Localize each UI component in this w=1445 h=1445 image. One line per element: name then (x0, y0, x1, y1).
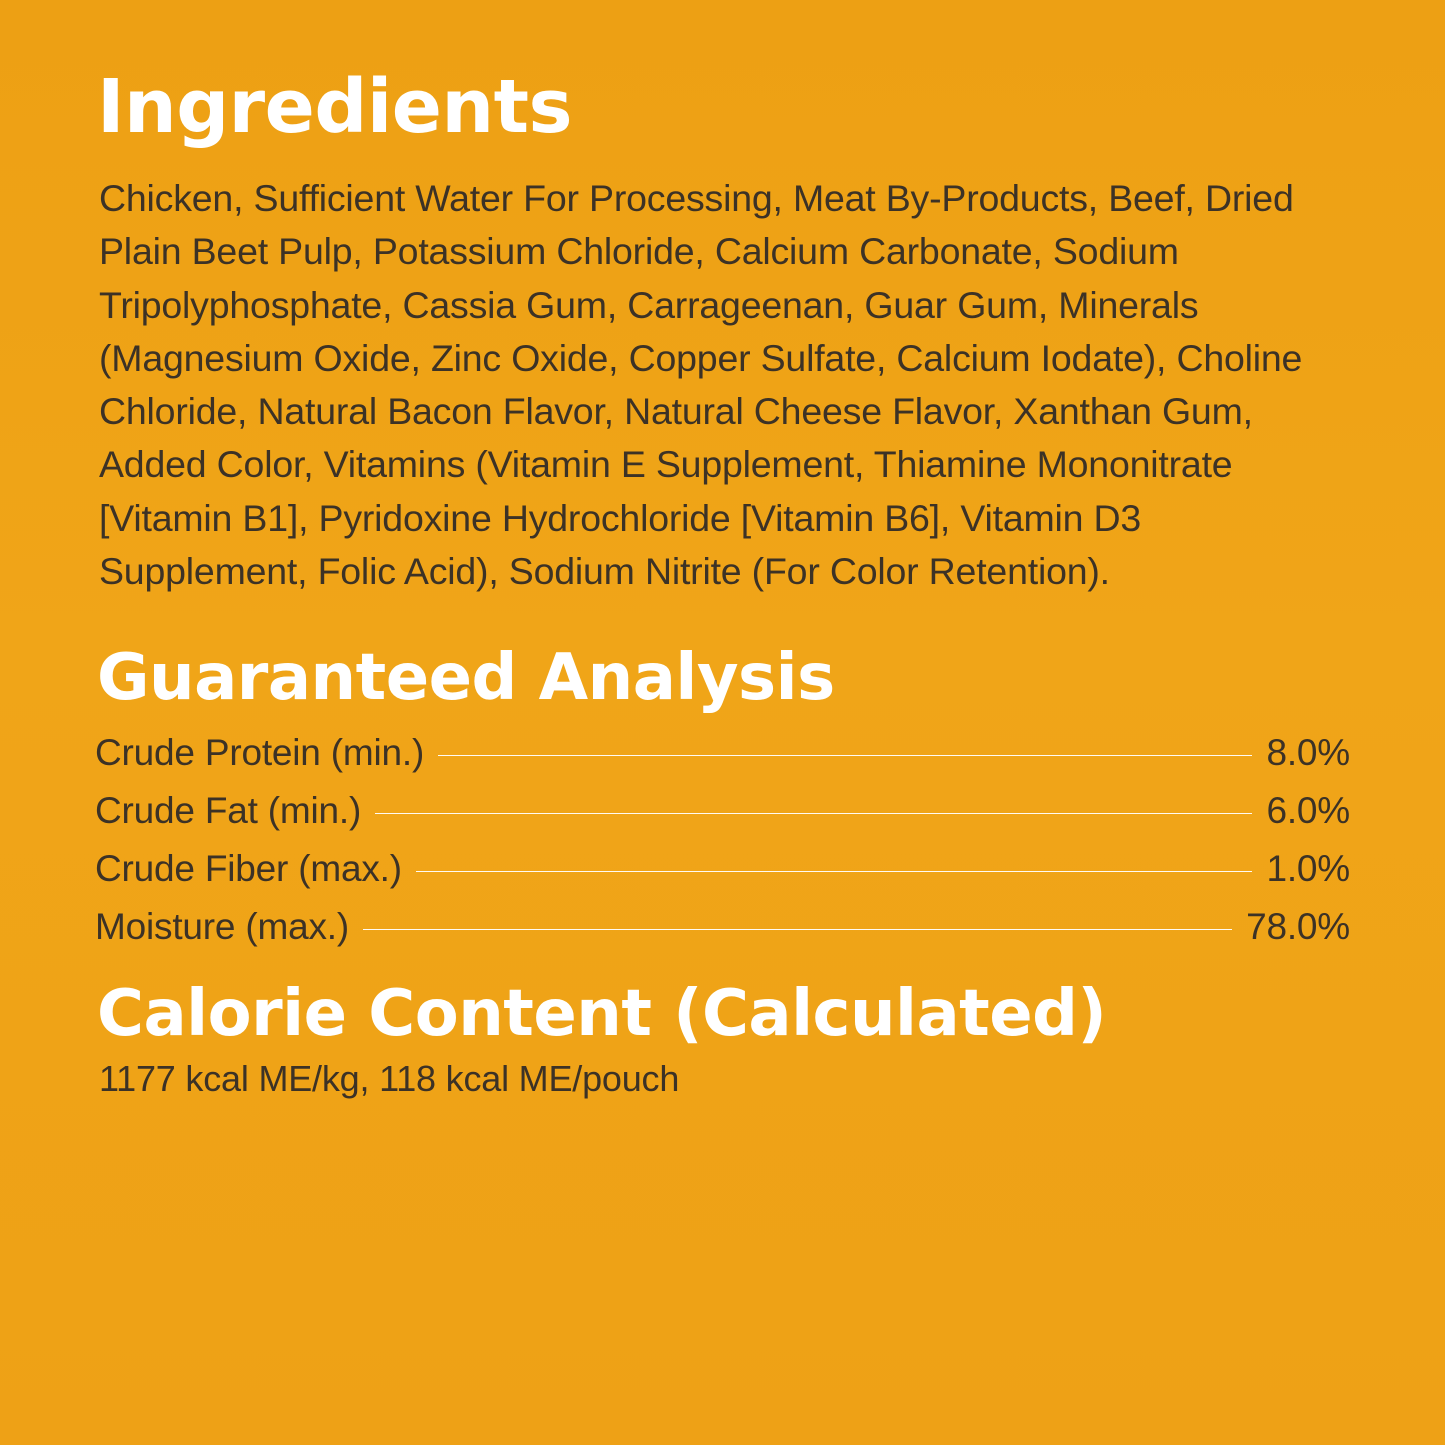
leader-line (416, 871, 1253, 872)
analysis-label: Crude Protein (min.) (95, 732, 425, 773)
ingredients-text: Chicken, Sufficient Water For Processing, Meat By-Products, Beef, Dried Plain Beet Pulp, Potassium Chloride, Calcium Carbonate, Sodium Tripolyphosphate, Cassia Gum, Carrageenan, Guar Gum, Minerals (Magnesium Oxide, Zinc Oxide, Copper Sulfate, Calcium Iodate), Choline Chloride, Natural Bacon Flavor, Natural Cheese Flavor, Xanthan Gum, Added Color, Vitamins (Vitamin E Supplement, Thiamine Mononitrate [Vitamin B1], Pyridoxine Hydrochloride [Vitamin B6], Vitamin D3 Supplement, Folic Acid), Sodium Nitrite (For Color Retention). (99, 177, 1303, 592)
analysis-label: Moisture (max.) (95, 906, 349, 947)
leader-line (375, 813, 1252, 814)
guaranteed-analysis-heading: Guaranteed Analysis (97, 641, 835, 715)
leader-line (438, 755, 1252, 756)
analysis-value: 6.0% (1266, 790, 1350, 831)
calorie-content-text: 1177 kcal ME/kg, 118 kcal ME/pouch (99, 1058, 680, 1099)
analysis-value: 1.0% (1266, 848, 1350, 889)
list-item (95, 790, 1350, 832)
guaranteed-analysis-list (95, 732, 1350, 948)
ingredients-heading: Ingredients (97, 64, 572, 150)
leader-line (363, 929, 1232, 930)
list-item (95, 848, 1350, 890)
analysis-label: Crude Fat (min.) (95, 790, 362, 831)
list-item (95, 906, 1350, 948)
analysis-value: 78.0% (1246, 906, 1350, 947)
calorie-content-heading: Calorie Content (Calculated) (97, 977, 1107, 1051)
analysis-label: Crude Fiber (max.) (95, 848, 402, 889)
list-item (95, 732, 1350, 774)
analysis-value: 8.0% (1266, 732, 1350, 773)
